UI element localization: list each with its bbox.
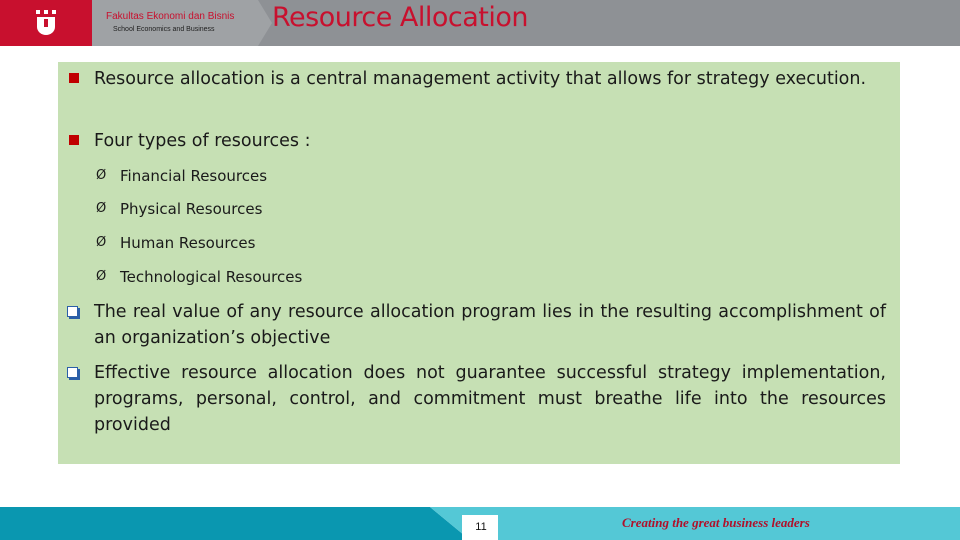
arrow-bullet-icon: Ø [96, 235, 107, 250]
university-logo-icon [34, 10, 58, 36]
slide-title: Resource Allocation [272, 2, 529, 33]
page-number: 11 [475, 521, 487, 533]
resource-type-technological: Technological Resources [120, 268, 303, 286]
resource-type-financial: Financial Resources [120, 167, 268, 185]
institution-name: Fakultas Ekonomi dan Bisnis [106, 11, 235, 22]
institution-tab [92, 0, 272, 46]
resource-type-human: Human Resources [120, 234, 256, 252]
checkbox-bullet-icon [67, 367, 78, 378]
point-four-types: Four types of resources : [94, 131, 311, 151]
note-effective-allocation: Effective resource allocation does not guarantee successful strategy implementation, programs, personal, control, and commitment must breathe life into the resources provided [94, 363, 886, 435]
point-resource-allocation: Resource allocation is a central management activity that allows for strategy execution. [94, 69, 867, 89]
arrow-bullet-icon: Ø [96, 269, 107, 284]
square-bullet-icon [69, 73, 79, 83]
arrow-bullet-icon: Ø [96, 168, 107, 183]
footer-tagline: Creating the great business leaders [622, 515, 810, 530]
square-bullet-icon [69, 135, 79, 145]
logo-box [0, 0, 92, 46]
arrow-bullet-icon: Ø [96, 201, 107, 216]
institution-subname: School Economics and Business [113, 26, 215, 33]
resource-type-physical: Physical Resources [120, 200, 263, 218]
note-real-value: The real value of any resource allocation program lies in the resulting accomplishment of an organization’s objective [94, 302, 886, 348]
checkbox-bullet-icon [67, 306, 78, 317]
